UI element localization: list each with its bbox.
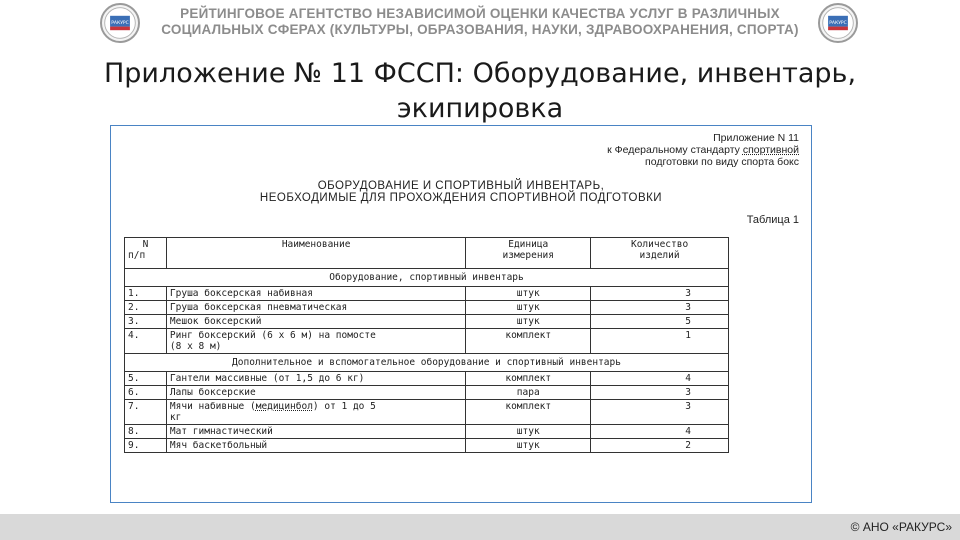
annex-line-3: подготовки по виду спорта бокс xyxy=(645,156,799,168)
agency-line-2: СОЦИАЛЬНЫХ СФЕРАХ (КУЛЬТУРЫ, ОБРАЗОВАНИЯ, НАУКИ, ЗДРАВООХРАНЕНИЯ, СПОРТА) xyxy=(161,22,799,37)
table-row xyxy=(125,287,729,301)
document-heading-line-2: НЕОБХОДИМЫЕ ДЛЯ ПРОХОЖДЕНИЯ СПОРТИВНОЙ ПОДГОТОВКИ xyxy=(259,192,663,204)
equipment-table xyxy=(124,237,729,453)
slide-title-line-2: экипировка xyxy=(396,93,564,124)
annex-line-2 xyxy=(607,144,799,156)
logo-emblem-icon xyxy=(820,5,856,41)
table-row xyxy=(125,425,729,439)
row-name: Ринг боксерский (6 x 6 м) на помосте (8 x 8 м) xyxy=(166,329,465,354)
row-number: 3. xyxy=(125,315,167,329)
column-header-unit: Единица измерения xyxy=(466,238,591,269)
row-quantity: 1 xyxy=(591,329,729,354)
row-number: 7. xyxy=(125,400,167,425)
agency-logo-right xyxy=(818,3,858,43)
row-unit: штук xyxy=(466,439,591,453)
agency-header xyxy=(150,6,810,38)
row-quantity: 3 xyxy=(591,386,729,400)
section-row xyxy=(125,269,729,287)
document-heading xyxy=(221,180,701,204)
row-name: Мячи набивные (медицинбол) от 1 до 5 кг xyxy=(166,400,465,425)
slide-title xyxy=(40,56,920,126)
annex-line-2-underlined: спортивной xyxy=(742,144,799,156)
row-number: 6. xyxy=(125,386,167,400)
document-scan xyxy=(110,125,812,503)
section-title: Оборудование, спортивный инвентарь xyxy=(125,269,729,287)
row-number: 2. xyxy=(125,301,167,315)
row-name: Мешок боксерский xyxy=(166,315,465,329)
row-name: Лапы боксерские xyxy=(166,386,465,400)
row-quantity: 3 xyxy=(591,400,729,425)
document-heading-line-1: ОБОРУДОВАНИЕ И СПОРТИВНЫЙ ИНВЕНТАРЬ, xyxy=(317,180,605,192)
row-number: 1. xyxy=(125,287,167,301)
table-row xyxy=(125,439,729,453)
row-quantity: 2 xyxy=(591,439,729,453)
row-number: 8. xyxy=(125,425,167,439)
section-row xyxy=(125,354,729,372)
table-row xyxy=(125,329,729,354)
row-number: 9. xyxy=(125,439,167,453)
logo-text: РАКУРС xyxy=(829,20,847,26)
section-title: Дополнительное и вспомогательное оборудование и спортивный инвентарь xyxy=(125,354,729,372)
table-label: Таблица 1 xyxy=(746,214,799,226)
annex-line-2-text: к Федеральному стандарту xyxy=(607,144,743,156)
row-unit: комплект xyxy=(466,329,591,354)
logo-emblem-icon xyxy=(102,5,138,41)
row-unit: штук xyxy=(466,425,591,439)
row-quantity: 3 xyxy=(591,301,729,315)
footer-bar xyxy=(0,514,960,540)
row-unit: комплект xyxy=(466,372,591,386)
row-name: Груша боксерская набивная xyxy=(166,287,465,301)
column-header-number: N п/п xyxy=(125,238,167,269)
table-row xyxy=(125,301,729,315)
logo-text: РАКУРС xyxy=(111,20,129,26)
column-header-quantity: Количество изделий xyxy=(591,238,729,269)
row-quantity: 4 xyxy=(591,425,729,439)
table-row xyxy=(125,400,729,425)
column-header-name: Наименование xyxy=(166,238,465,269)
row-quantity: 5 xyxy=(591,315,729,329)
agency-line-1: РЕЙТИНГОВОЕ АГЕНТСТВО НЕЗАВИСИМОЙ ОЦЕНКИ КАЧЕСТВА УСЛУГ В РАЗЛИЧНЫХ xyxy=(180,6,780,21)
row-name: Мяч баскетбольный xyxy=(166,439,465,453)
table-row xyxy=(125,386,729,400)
row-name: Груша боксерская пневматическая xyxy=(166,301,465,315)
row-unit: штук xyxy=(466,301,591,315)
annex-line-1: Приложение N 11 xyxy=(713,132,799,144)
copyright: © АНО «РАКУРС» xyxy=(850,520,952,534)
table-header-row xyxy=(125,238,729,269)
slide-title-line-1: Приложение № 11 ФССП: Оборудование, инвентарь, xyxy=(103,58,857,89)
row-unit: комплект xyxy=(466,400,591,425)
row-unit: штук xyxy=(466,315,591,329)
row-number: 5. xyxy=(125,372,167,386)
table-row xyxy=(125,315,729,329)
row-unit: штук xyxy=(466,287,591,301)
row-quantity: 3 xyxy=(591,287,729,301)
row-name: Гантели массивные (от 1,5 до 6 кг) xyxy=(166,372,465,386)
row-unit: пара xyxy=(466,386,591,400)
row-number: 4. xyxy=(125,329,167,354)
row-name: Мат гимнастический xyxy=(166,425,465,439)
table-row xyxy=(125,372,729,386)
annex-caption xyxy=(607,132,799,168)
row-quantity: 4 xyxy=(591,372,729,386)
agency-logo-left xyxy=(100,3,140,43)
